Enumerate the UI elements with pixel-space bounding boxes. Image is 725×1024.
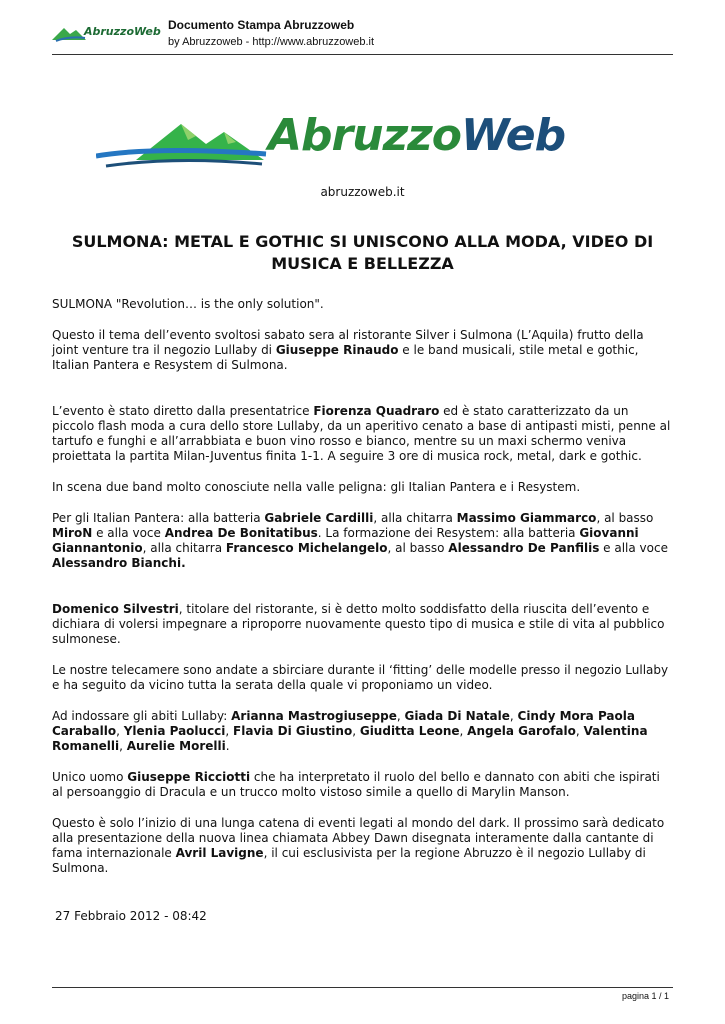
logo-wordmark [268, 110, 565, 161]
article-title: SULMONA: METAL E GOTHIC SI UNISCONO ALLA MODA, VIDEO DI MUSICA E BELLEZZA [71, 232, 654, 273]
small-logo-text: AbruzzoWeb [84, 25, 161, 38]
paragraph: Per gli Italian Pantera: alla batteria Gabriele Cardilli, alla chitarra Massimo Giammarco, al basso MiroN e alla voce Andrea De Bonitatibus. La formazione dei Resystem: alla batteria Giovanni Giannantonio, alla chitarra Francesco Michelangelo, al basso Alessandro De Panfilis e alla voce Alessandro Bianchi. [52, 511, 668, 570]
print-header [52, 12, 673, 55]
logo-wordmark-green: Abruzzo [268, 110, 462, 161]
article-body [52, 297, 673, 892]
paragraph: In scena due band molto conosciute nella valle peligna: gli Italian Pantera e i Resystem. [52, 480, 581, 494]
paragraph: Le nostre telecamere sono andate a sbirciare durante il ‘fitting’ delle modelle presso il negozio Lullaby e ha seguito da vicino tutta la serata della quale vi proponiamo un video. [52, 663, 669, 692]
article-date: 27 Febbraio 2012 - 08:42 [55, 909, 207, 923]
page-number: pagina 1 / 1 [621, 991, 669, 1001]
paragraph: Unico uomo Giuseppe Ricciotti che ha interpretato il ruolo del bello e dannato con abiti che ispirati al persoanggio di Dracula e un trucco molto vistoso simile a quello di Marylin Manson. [52, 770, 660, 799]
small-logo [52, 22, 161, 44]
header-title: Documento Stampa Abruzzoweb [168, 18, 355, 32]
footer-divider [52, 987, 673, 988]
paragraph: Ad indossare gli abiti Lullaby: Arianna Mastrogiuseppe, Giada Di Natale, Cindy Mora Paola Caraballo, Ylenia Paolucci, Flavia Di Giustino, Giuditta Leone, Angela Garofalo, Valentina Romanelli, Aurelie Morelli. [52, 709, 648, 753]
logo-wordmark-blue: Web [461, 110, 566, 161]
abruzzoweb-logo [96, 110, 606, 175]
mountain-icon [52, 22, 86, 44]
paragraph: Domenico Silvestri, titolare del ristorante, si è detto molto soddisfatto della riuscita dell’evento e dichiara di volersi impegnare a riproporre nuovamente questo tipo di musica e stile di vita al pubblico sulmonese. [52, 602, 665, 646]
site-caption: abruzzoweb.it [320, 185, 405, 199]
mountain-logo-icon [96, 110, 268, 175]
paragraph: Questo è solo l’inizio di una lunga catena di eventi legati al mondo del dark. Il prossimo sarà dedicato alla presentazione della nuova linea chiamata Abbey Dawn disegnata interamente dalla cantante di fama internazionale Avril Lavigne, il cui esclusivista per la regione Abruzzo è il negozio Lullaby di Sulmona. [52, 816, 665, 875]
header-subtitle: by Abruzzoweb - http://www.abruzzoweb.it [168, 36, 375, 48]
paragraph: Questo il tema dell’evento svoltosi sabato sera al ristorante Silver i Sulmona (L’Aquila) frutto della joint venture tra il negozio Lullaby di Giuseppe Rinaudo e le band musicali, stile metal e gothic, Italian Pantera e Resystem di Sulmona. [52, 328, 644, 372]
paragraph: L’evento è stato diretto dalla presentatrice Fiorenza Quadraro ed è stato caratterizzato da un piccolo flash moda a cura dello store Lullaby, da un aperitivo cenato a base di antipasti misti, penne al tartufo e funghi e all’arrabbiata e buon vino rosso e bianco, mentre su un maxi schermo veniva proiettata la partita Milan-Juventus finita 1-1. A seguire 3 ore di musica rock, metal, dark e gothic. [52, 404, 671, 463]
paragraph: SULMONA "Revolution… is the only solution". [52, 297, 324, 311]
